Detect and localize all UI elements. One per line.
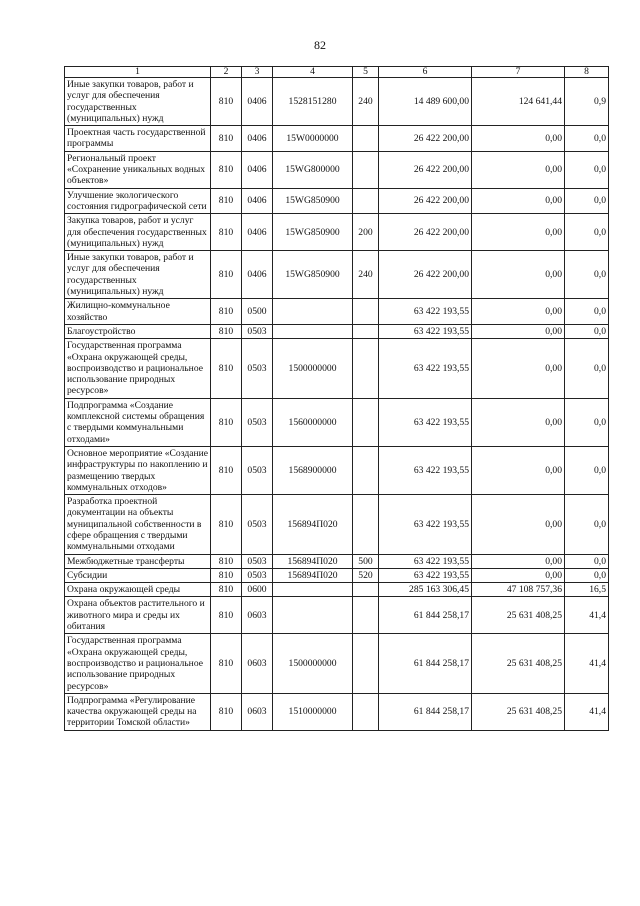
- actual-amount: 0,00: [472, 214, 565, 251]
- section-code: 0503: [242, 568, 273, 582]
- target-code: 1500000000: [273, 339, 353, 398]
- expense-type-code: 500: [353, 554, 379, 568]
- section-code: 0503: [242, 554, 273, 568]
- execution-percent: 41,4: [565, 597, 609, 634]
- table-row: [65, 78, 609, 126]
- table-row: [65, 446, 609, 494]
- planned-amount: 14 489 600,00: [379, 78, 472, 126]
- target-code: 15WG800000: [273, 151, 353, 188]
- planned-amount: 63 422 193,55: [379, 324, 472, 338]
- row-name: Региональный проект «Сохранение уникальных водных объектов»: [65, 151, 211, 188]
- planned-amount: 63 422 193,55: [379, 554, 472, 568]
- target-code: 15WG850900: [273, 188, 353, 214]
- table-header: [65, 67, 609, 78]
- expense-type-code: [353, 339, 379, 398]
- table-row: [65, 634, 609, 693]
- actual-amount: 47 108 757,36: [472, 583, 565, 597]
- target-code: [273, 583, 353, 597]
- section-code: 0603: [242, 597, 273, 634]
- execution-percent: 0,0: [565, 324, 609, 338]
- section-code: 0600: [242, 583, 273, 597]
- execution-percent: 0,0: [565, 398, 609, 446]
- ministry-code: 810: [211, 214, 242, 251]
- target-code: [273, 299, 353, 325]
- column-header: 3: [242, 67, 273, 78]
- actual-amount: 0,00: [472, 446, 565, 494]
- execution-percent: 0,0: [565, 568, 609, 582]
- planned-amount: 63 422 193,55: [379, 339, 472, 398]
- planned-amount: 26 422 200,00: [379, 214, 472, 251]
- page-number: 82: [314, 38, 326, 52]
- target-code: 1500000000: [273, 634, 353, 693]
- table-row: [65, 339, 609, 398]
- section-code: 0500: [242, 299, 273, 325]
- table-row: [65, 554, 609, 568]
- ministry-code: 810: [211, 151, 242, 188]
- execution-percent: 0,0: [565, 495, 609, 554]
- expense-type-code: [353, 634, 379, 693]
- actual-amount: 0,00: [472, 568, 565, 582]
- row-name: Иные закупки товаров, работ и услуг для обеспечения государственных (муниципальных) нужд: [65, 251, 211, 299]
- target-code: 156894П020: [273, 495, 353, 554]
- ministry-code: 810: [211, 693, 242, 730]
- target-code: 15WG850900: [273, 251, 353, 299]
- row-name: Иные закупки товаров, работ и услуг для обеспечения государственных (муниципальных) нужд: [65, 78, 211, 126]
- planned-amount: 63 422 193,55: [379, 299, 472, 325]
- section-code: 0603: [242, 634, 273, 693]
- section-code: 0503: [242, 446, 273, 494]
- row-name: Улучшение экологического состояния гидрографической сети: [65, 188, 211, 214]
- row-name: Закупка товаров, работ и услуг для обеспечения государственных (муниципальных) нужд: [65, 214, 211, 251]
- actual-amount: 0,00: [472, 188, 565, 214]
- row-name: Государственная программа «Охрана окружающей среды, воспроизводство и рациональное использование природных ресурсов»: [65, 634, 211, 693]
- expense-type-code: 520: [353, 568, 379, 582]
- ministry-code: 810: [211, 398, 242, 446]
- ministry-code: 810: [211, 251, 242, 299]
- expense-type-code: [353, 151, 379, 188]
- target-code: 156894П020: [273, 554, 353, 568]
- planned-amount: 26 422 200,00: [379, 251, 472, 299]
- execution-percent: 0,0: [565, 151, 609, 188]
- ministry-code: 810: [211, 568, 242, 582]
- actual-amount: 124 641,44: [472, 78, 565, 126]
- row-name: Субсидии: [65, 568, 211, 582]
- target-code: 1528151280: [273, 78, 353, 126]
- section-code: 0406: [242, 188, 273, 214]
- row-name: Охрана окружающей среды: [65, 583, 211, 597]
- section-code: 0503: [242, 495, 273, 554]
- table-row: [65, 568, 609, 582]
- section-code: 0406: [242, 78, 273, 126]
- ministry-code: 810: [211, 583, 242, 597]
- execution-percent: 0,0: [565, 126, 609, 152]
- expense-type-code: [353, 126, 379, 152]
- row-name: Подпрограмма «Регулирование качества окружающей среды на территории Томской области»: [65, 693, 211, 730]
- planned-amount: 63 422 193,55: [379, 398, 472, 446]
- section-code: 0406: [242, 251, 273, 299]
- expense-type-code: [353, 188, 379, 214]
- table-row: [65, 126, 609, 152]
- expense-type-code: [353, 299, 379, 325]
- actual-amount: 0,00: [472, 299, 565, 325]
- column-header: 7: [472, 67, 565, 78]
- actual-amount: 0,00: [472, 151, 565, 188]
- table-row: [65, 188, 609, 214]
- target-code: 1510000000: [273, 693, 353, 730]
- planned-amount: 61 844 258,17: [379, 634, 472, 693]
- planned-amount: 26 422 200,00: [379, 188, 472, 214]
- ministry-code: 810: [211, 495, 242, 554]
- column-header: 2: [211, 67, 242, 78]
- target-code: 156894П020: [273, 568, 353, 582]
- section-code: 0406: [242, 214, 273, 251]
- table-row: [65, 324, 609, 338]
- header-row: [65, 67, 609, 78]
- execution-percent: 41,4: [565, 634, 609, 693]
- actual-amount: 0,00: [472, 495, 565, 554]
- expense-type-code: [353, 398, 379, 446]
- expense-type-code: [353, 495, 379, 554]
- table-row: [65, 214, 609, 251]
- planned-amount: 63 422 193,55: [379, 446, 472, 494]
- expense-type-code: 200: [353, 214, 379, 251]
- planned-amount: 285 163 306,45: [379, 583, 472, 597]
- actual-amount: 0,00: [472, 554, 565, 568]
- planned-amount: 63 422 193,55: [379, 495, 472, 554]
- table-row: [65, 693, 609, 730]
- ministry-code: 810: [211, 446, 242, 494]
- planned-amount: 63 422 193,55: [379, 568, 472, 582]
- row-name: Межбюджетные трансферты: [65, 554, 211, 568]
- section-code: 0503: [242, 324, 273, 338]
- execution-percent: 0,0: [565, 554, 609, 568]
- column-header: 1: [65, 67, 211, 78]
- planned-amount: 26 422 200,00: [379, 151, 472, 188]
- execution-percent: 0,0: [565, 251, 609, 299]
- table-body: [65, 78, 609, 731]
- expense-type-code: [353, 324, 379, 338]
- expense-type-code: 240: [353, 78, 379, 126]
- execution-percent: 0,0: [565, 188, 609, 214]
- actual-amount: 25 631 408,25: [472, 693, 565, 730]
- budget-table: [64, 66, 609, 731]
- ministry-code: 810: [211, 324, 242, 338]
- row-name: Подпрограмма «Создание комплексной системы обращения с твердыми коммунальными отходами»: [65, 398, 211, 446]
- row-name: Разработка проектной документации на объекты муниципальной собственности в сфере обращения с твердыми коммунальными отходами: [65, 495, 211, 554]
- ministry-code: 810: [211, 78, 242, 126]
- column-header: 8: [565, 67, 609, 78]
- expense-type-code: [353, 597, 379, 634]
- table-row: [65, 251, 609, 299]
- actual-amount: 0,00: [472, 324, 565, 338]
- table-row: [65, 151, 609, 188]
- target-code: 15WG850900: [273, 214, 353, 251]
- expense-type-code: [353, 446, 379, 494]
- execution-percent: 0,0: [565, 214, 609, 251]
- target-code: 1560000000: [273, 398, 353, 446]
- actual-amount: 0,00: [472, 398, 565, 446]
- execution-percent: 41,4: [565, 693, 609, 730]
- row-name: Государственная программа «Охрана окружающей среды, воспроизводство и рациональное использование природных ресурсов»: [65, 339, 211, 398]
- actual-amount: 0,00: [472, 126, 565, 152]
- target-code: [273, 597, 353, 634]
- actual-amount: 25 631 408,25: [472, 634, 565, 693]
- ministry-code: 810: [211, 597, 242, 634]
- table-row: [65, 583, 609, 597]
- column-header: 6: [379, 67, 472, 78]
- execution-percent: 0,9: [565, 78, 609, 126]
- planned-amount: 61 844 258,17: [379, 693, 472, 730]
- expense-type-code: 240: [353, 251, 379, 299]
- section-code: 0406: [242, 151, 273, 188]
- row-name: Основное мероприятие «Создание инфраструктуры по накоплению и размещению твердых коммунальных отходов»: [65, 446, 211, 494]
- table-row: [65, 398, 609, 446]
- execution-percent: 0,0: [565, 299, 609, 325]
- execution-percent: 16,5: [565, 583, 609, 597]
- table-row: [65, 597, 609, 634]
- planned-amount: 61 844 258,17: [379, 597, 472, 634]
- planned-amount: 26 422 200,00: [379, 126, 472, 152]
- target-code: 1568900000: [273, 446, 353, 494]
- ministry-code: 810: [211, 634, 242, 693]
- section-code: 0503: [242, 339, 273, 398]
- target-code: [273, 324, 353, 338]
- column-header: 4: [273, 67, 353, 78]
- section-code: 0503: [242, 398, 273, 446]
- ministry-code: 810: [211, 126, 242, 152]
- expense-type-code: [353, 693, 379, 730]
- ministry-code: 810: [211, 554, 242, 568]
- expense-type-code: [353, 583, 379, 597]
- section-code: 0603: [242, 693, 273, 730]
- target-code: 15W0000000: [273, 126, 353, 152]
- row-name: Охрана объектов растительного и животного мира и среды их обитания: [65, 597, 211, 634]
- execution-percent: 0,0: [565, 339, 609, 398]
- row-name: Проектная часть государственной программы: [65, 126, 211, 152]
- ministry-code: 810: [211, 188, 242, 214]
- ministry-code: 810: [211, 299, 242, 325]
- actual-amount: 0,00: [472, 339, 565, 398]
- column-header: 5: [353, 67, 379, 78]
- table-row: [65, 495, 609, 554]
- row-name: Благоустройство: [65, 324, 211, 338]
- execution-percent: 0,0: [565, 446, 609, 494]
- table-row: [65, 299, 609, 325]
- section-code: 0406: [242, 126, 273, 152]
- actual-amount: 0,00: [472, 251, 565, 299]
- row-name: Жилищно-коммунальное хозяйство: [65, 299, 211, 325]
- ministry-code: 810: [211, 339, 242, 398]
- actual-amount: 25 631 408,25: [472, 597, 565, 634]
